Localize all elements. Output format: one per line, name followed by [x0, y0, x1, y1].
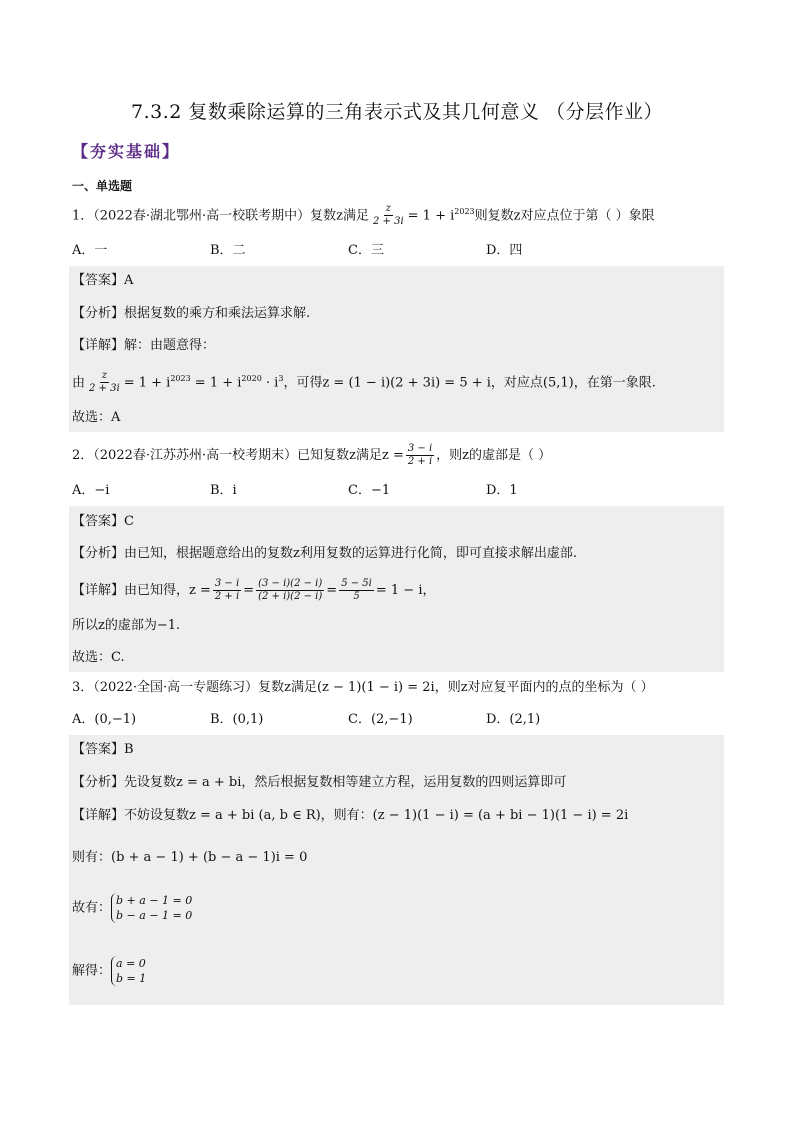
q1-d2-d: ，可得z = (1 − i)(2 + 3i) = 5 + i，对应点(5,1)，在第一象限.	[283, 375, 656, 391]
q3-so-eq1: b + a − 1 = 0	[116, 894, 193, 907]
q2-stem	[72, 443, 551, 468]
q1-d2-pre: 由	[72, 375, 86, 391]
q3-analysis: 【分析】先设复数z = a + bi，然后根据复数相等建立方程，运用复数的四则运算即可	[72, 775, 567, 790]
q1-option-d: D．四	[486, 243, 523, 258]
q2-detail	[72, 578, 435, 603]
q2-option-c: C．−1	[348, 483, 391, 498]
q2-select: 故选：C.	[72, 650, 125, 665]
q1-derivation	[72, 370, 656, 395]
q3-so-label: 故有：	[72, 900, 112, 916]
q3-solution-brace	[111, 956, 146, 986]
q1-d2-b: = 1 + i	[190, 375, 242, 391]
q1-select: 故选：A	[72, 410, 121, 425]
q2-f3-den: 5	[353, 591, 360, 602]
q3-stem: 3．（2022·全国·高一专题练习）复数z满足(z − 1)(1 − i) = 2i，则z对应复平面内的点的坐标为（ ）	[72, 680, 654, 695]
q1-answer: 【答案】A	[72, 273, 134, 288]
q1-frac-num: z	[385, 203, 391, 215]
q2-stem-post: ，则z的虚部是（ ）	[436, 448, 552, 463]
q1-d2-e3: 3	[278, 374, 284, 383]
q1-frac-den: 2 + 3i	[372, 216, 404, 228]
q1-stem	[72, 203, 655, 228]
q3-detail: 【详解】不妨设复数z = a + bi (a, b ∈ R)，则有：(z − 1)(1 − i) = (a + bi − 1)(1 − i) = 2i	[72, 808, 629, 823]
q1-detail: 【详解】解：由题意得：	[72, 338, 216, 353]
q2-eq1: =	[243, 583, 255, 598]
q2-answer: 【答案】C	[72, 514, 134, 529]
q2-detail-frac1	[213, 578, 241, 603]
q2-fraction	[406, 443, 434, 468]
q1-exp: 2023	[454, 207, 475, 216]
page-title: 7.3.2 复数乘除运算的三角表示式及其几何意义 （分层作业）	[131, 101, 663, 123]
q1-d2-fraction	[87, 370, 122, 395]
q1-d2-e2: 2020	[241, 374, 262, 383]
q3-system	[72, 893, 192, 923]
q2-f2-num: (3 − i)(2 − i)	[258, 578, 323, 589]
q1-stem-pre: 1．（2022春·湖北鄂州·高一校联考期中）复数z满足	[72, 208, 369, 224]
q2-f1-num: 3 − i	[214, 578, 240, 589]
q1-d2-c: · i	[261, 375, 279, 391]
q1-analysis: 【分析】根据复数的乘方和乘法运算求解.	[72, 306, 311, 321]
q1-d2-e1: 2023	[170, 374, 191, 383]
q2-detail-post: = 1 − i，	[375, 583, 436, 598]
q3-option-d: D．(2,1)	[486, 712, 541, 727]
q2-stem-pre: 2．（2022春·江苏苏州·高一校考期末）已知复数z满足z =	[72, 448, 404, 463]
q2-detail-pre: 【详解】由已知得，z =	[72, 583, 211, 598]
q1-option-b: B．二	[210, 243, 246, 258]
q1-option-a: A．一	[72, 243, 108, 258]
q2-f1-den: 2 + i	[214, 591, 240, 602]
q2-frac-num: 3 − i	[407, 443, 433, 454]
q1-d2-num: z	[101, 370, 107, 382]
question-type-heading: 一、单选题	[72, 179, 133, 193]
q3-then: 则有：(b + a − 1) + (b − a − 1)i = 0	[72, 850, 308, 865]
q2-f3-num: 5 − 5i	[341, 578, 372, 589]
q3-option-c: C．(2,−1)	[348, 712, 413, 727]
q1-fraction	[371, 203, 406, 228]
q3-option-b: B．(0,1)	[210, 712, 264, 727]
q3-so-eq2: b − a − 1 = 0	[116, 909, 193, 922]
q2-option-b: B．i	[210, 483, 237, 498]
q2-detail-frac2	[256, 578, 324, 603]
q3-sol-label: 解得：	[72, 963, 112, 979]
q3-sol-eq2: b = 1	[116, 972, 147, 985]
q2-option-d: D．1	[486, 483, 518, 498]
section-label: 【夯实基础】	[72, 142, 181, 161]
q2-frac-den: 2 + i	[407, 456, 433, 467]
q2-eq2: =	[326, 583, 338, 598]
q1-stem-post: 则复数z对应点位于第（ ）象限	[474, 208, 655, 224]
q2-option-a: A．−i	[72, 483, 110, 498]
q1-d2-a: = 1 + i	[123, 375, 171, 391]
q2-result: 所以z的虚部为−1.	[72, 618, 181, 633]
q3-option-a: A．(0,−1)	[72, 712, 137, 727]
q2-detail-frac3	[339, 578, 374, 603]
q2-analysis: 【分析】由已知，根据题意给出的复数z利用复数的运算进行化简，即可直接求解出虚部.	[72, 546, 577, 561]
q1-eq: = 1 + i	[407, 208, 455, 224]
q2-f2-den: (2 + i)(2 − i)	[258, 591, 323, 602]
q3-system-brace	[111, 893, 192, 923]
q1-option-c: C．三	[348, 243, 384, 258]
q3-solution	[72, 956, 146, 986]
q1-d2-den: 2 + 3i	[89, 383, 120, 395]
q3-answer: 【答案】B	[72, 742, 134, 757]
q3-sol-eq1: a = 0	[116, 957, 146, 970]
